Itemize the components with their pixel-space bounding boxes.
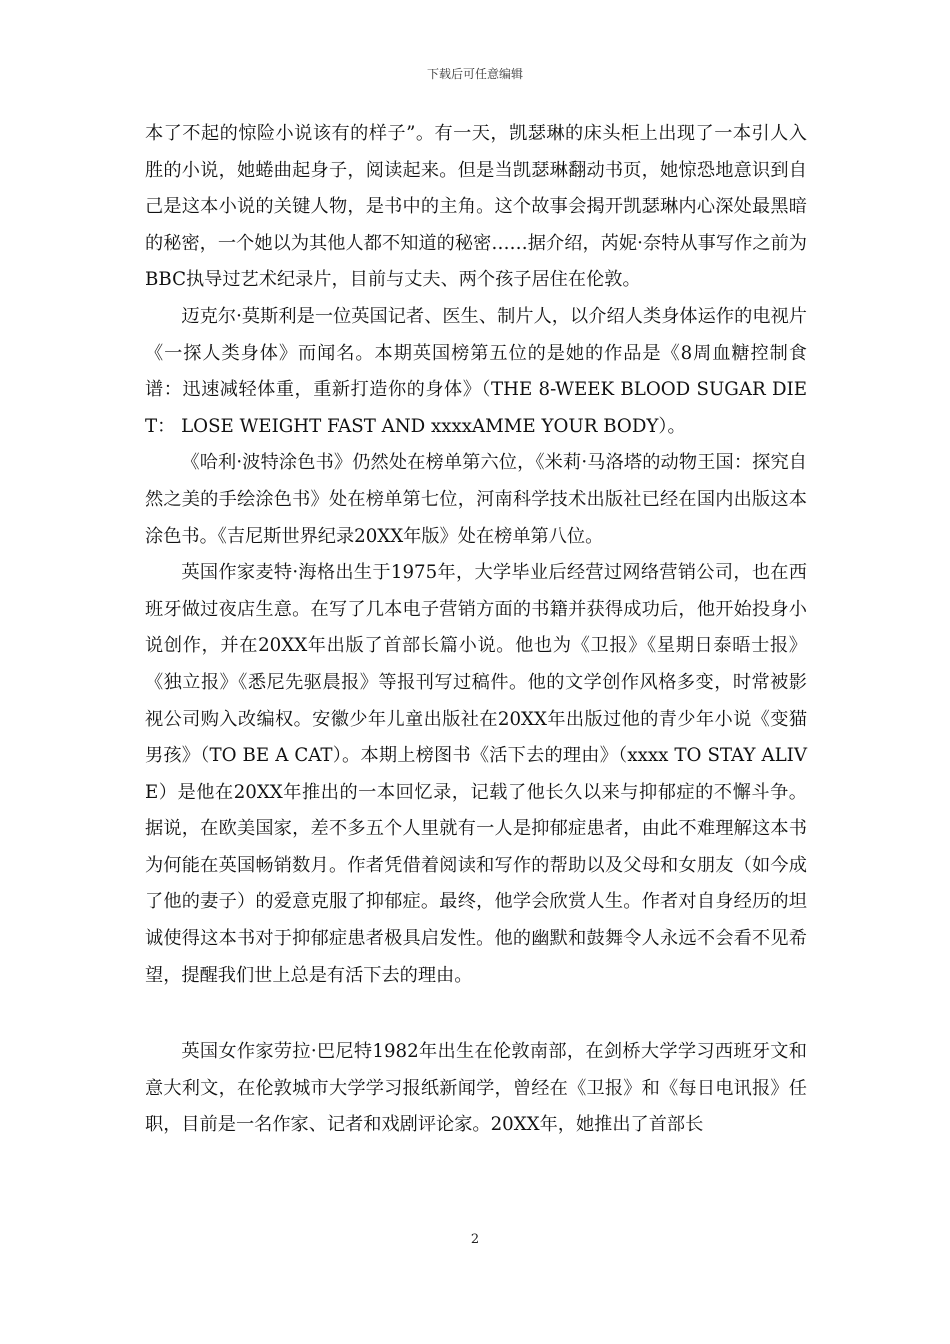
document-body [145, 116, 807, 1144]
paragraph-5: 英国女作家劳拉·巴尼特1982年出生在伦敦南部，在剑桥大学学习西班牙文和意大利文，在伦敦城市大学学习报纸新闻学，曾经在《卫报》和《每日电讯报》任职，目前是一名作家、记者和戏剧评论家。20XX年，她推出了首部长 [145, 1041, 807, 1136]
paragraph-2: 迈克尔·莫斯利是一位英国记者、医生、制片人，以介绍人类身体运作的电视片《一探人类身体》而闻名。本期英国榜第五位的是她的作品是《8周血糖控制食谱：迅速减轻体重，重新打造你的身体》（THE 8-WEEK BLOOD SUGAR DIET： LOSE WEIGHT FAST AND xxxxAMME YOUR BODY）。 [145, 305, 807, 437]
page-number: 2 [470, 1232, 480, 1247]
paragraph-3: 《哈利·波特涂色书》仍然处在榜单第六位，《米莉·马洛塔的动物王国：探究自然之美的手绘涂色书》处在榜单第七位，河南科学技术出版社已经在国内出版这本涂色书。《吉尼斯世界纪录20XX年版》处在榜单第八位。 [145, 452, 807, 547]
paragraph-1: 本了不起的惊险小说该有的样子”。有一天，凯瑟琳的床头柜上出现了一本引人入胜的小说，她蜷曲起身子，阅读起来。但是当凯瑟琳翻动书页，她惊恐地意识到自己是这本小说的关键人物，是书中的主角。这个故事会揭开凯瑟琳内心深处最黑暗的秘密，一个她以为其他人都不知道的秘密……据介绍，芮妮·奈特从事写作之前为BBC执导过艺术纪录片，目前与丈夫、两个孩子居住在伦敦。 [145, 123, 807, 291]
page-header: 下载后可任意编辑 [426, 67, 523, 81]
paragraph-4: 英国作家麦特·海格出生于1975年，大学毕业后经营过网络营销公司，也在西班牙做过夜店生意。在写了几本电子营销方面的书籍并获得成功后，他开始投身小说创作，并在20XX年出版了首部长篇小说。他也为《卫报》《星期日泰晤士报》《独立报》《悉尼先驱晨报》等报刊写过稿件。他的文学创作风格多变，时常被影视公司购入改编权。安徽少年儿童出版社在20XX年出版过他的青少年小说《变猫男孩》（TO BE A CAT）。本期上榜图书《活下去的理由》（xxxx TO STAY ALIVE）是他在20XX年推出的一本回忆录，记载了他长久以来与抑郁症的不懈斗争。据说，在欧美国家，差不多五个人里就有一人是抑郁症患者，由此不难理解这本书为何能在英国畅销数月。作者凭借着阅读和写作的帮助以及父母和女朋友（如今成了他的妻子）的爱意克服了抑郁症。最终，他学会欣赏人生。作者对自身经历的坦诚使得这本书对于抑郁症患者极具启发性。他的幽默和鼓舞令人永远不会看不见希望，提醒我们世上总是有活下去的理由。 [145, 562, 807, 986]
